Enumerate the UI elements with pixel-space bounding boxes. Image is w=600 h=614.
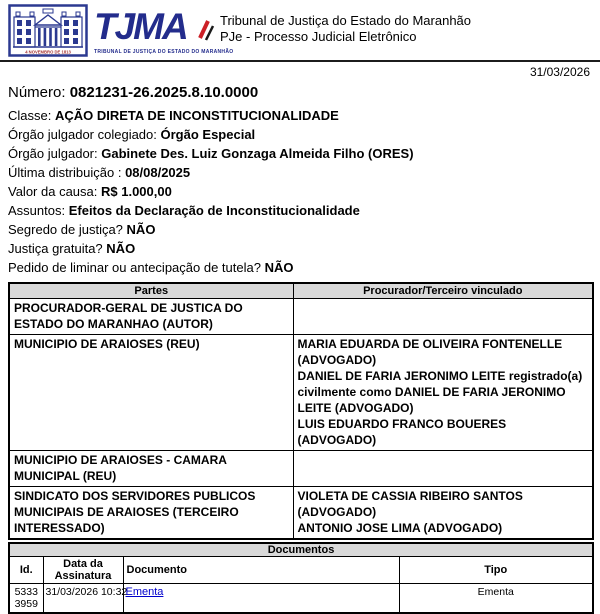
case-field-label: Pedido de liminar ou antecipação de tutela? xyxy=(8,260,261,275)
procurador-cell xyxy=(293,335,593,451)
procurador-entry: MARIA EDUARDA DE OLIVEIRA FONTENELLE (ADVOGADO) xyxy=(297,337,563,367)
case-fields xyxy=(8,106,592,277)
documentos-banner-row xyxy=(9,543,593,557)
pje-subtitle: PJe - Processo Judicial Eletrônico xyxy=(220,29,417,44)
procurador-cell xyxy=(293,299,593,335)
procurador-cell xyxy=(293,487,593,540)
report-date: 31/03/2026 xyxy=(529,65,590,79)
partes-row xyxy=(9,335,593,451)
tribunal-title: Tribunal de Justiça do Estado do Maranhão xyxy=(220,13,472,28)
case-field-line xyxy=(8,258,592,277)
procurador-entry: VIOLETA DE CASSIA RIBEIRO SANTOS (ADVOGADO) xyxy=(297,489,523,519)
partes-table xyxy=(8,282,594,540)
case-field-value: 08/08/2025 xyxy=(125,165,191,180)
tjma-acronym-logo xyxy=(94,8,216,46)
case-field-label: Classe: xyxy=(8,108,52,123)
data-assinatura-col-header: Data da Assinatura xyxy=(43,557,123,584)
case-field-value: AÇÃO DIRETA DE INCONSTITUCIONALIDADE xyxy=(54,108,339,123)
documento-tipo-cell: Ementa xyxy=(399,584,593,614)
case-field-line xyxy=(8,163,592,182)
parte-cell: MUNICIPIO DE ARAIOSES (REU) xyxy=(9,335,293,451)
case-field-label: Segredo de justiça? xyxy=(8,222,123,237)
parte-cell: PROCURADOR-GERAL DE JUSTICA DO ESTADO DO MARANHAO (AUTOR) xyxy=(9,299,293,335)
partes-header-row xyxy=(9,283,593,299)
case-field-line xyxy=(8,144,592,163)
case-number-line xyxy=(8,84,592,102)
tjma-building-logo xyxy=(8,4,88,57)
case-number-value: 0821231-26.2025.8.10.0000 xyxy=(69,84,259,101)
case-field-label: Valor da causa: xyxy=(8,184,98,199)
case-field-line xyxy=(8,201,592,220)
id-col-header: Id. xyxy=(9,557,43,584)
case-field-line xyxy=(8,106,592,125)
case-field-value: NÃO xyxy=(126,222,156,237)
case-field-value: Órgão Especial xyxy=(160,127,256,142)
parte-cell: SINDICATO DOS SERVIDORES PUBLICOS MUNICIPAIS DE ARAIOSES (TERCEIRO INTERESSADO) xyxy=(9,487,293,540)
black-brush-accent xyxy=(206,26,213,40)
case-field-label: Órgão julgador colegiado: xyxy=(8,127,157,142)
parte-cell: MUNICIPIO DE ARAIOSES - CAMARA MUNICIPAL (REU) xyxy=(9,451,293,487)
case-field-value: NÃO xyxy=(106,241,136,256)
partes-row xyxy=(9,487,593,540)
case-field-label: Última distribuição : xyxy=(8,165,122,180)
case-field-value: R$ 1.000,00 xyxy=(101,184,172,199)
documentos-banner: Documentos xyxy=(9,543,593,557)
red-brush-accent xyxy=(200,21,208,38)
case-field-line xyxy=(8,182,592,201)
case-number-label: Número: xyxy=(8,84,66,101)
case-field-value: NÃO xyxy=(264,260,294,275)
case-detail xyxy=(0,84,600,614)
partes-tbody xyxy=(9,299,593,540)
documentos-header-row xyxy=(9,557,593,584)
documento-id-cell: 53333959 xyxy=(9,584,43,614)
case-field-label: Órgão julgador: xyxy=(8,146,98,161)
case-field-line xyxy=(8,220,592,239)
documentos-table xyxy=(8,542,594,614)
documento-row xyxy=(9,584,593,614)
partes-row xyxy=(9,451,593,487)
case-field-line xyxy=(8,239,592,258)
building-caption-text: 4 NOVEMBRO DE 1813 xyxy=(25,49,71,55)
case-field-label: Justiça gratuita? xyxy=(8,241,103,256)
tjma-wordmark xyxy=(94,6,234,55)
procurador-cell xyxy=(293,451,593,487)
documento-data-cell: 31/03/2026 10:32 xyxy=(43,584,123,614)
procurador-col-header: Procurador/Terceiro vinculado xyxy=(293,283,593,299)
documento-col-header: Documento xyxy=(123,557,399,584)
tjma-acronym-text: TJMA xyxy=(94,6,187,47)
case-field-value: Efeitos da Declaração de Inconstitucionalidade xyxy=(68,203,360,218)
tjma-wordmark-caption: TRIBUNAL DE JUSTIÇA DO ESTADO DO MARANHÃO xyxy=(94,49,234,55)
documento-link[interactable]: Ementa xyxy=(125,586,164,598)
partes-row xyxy=(9,299,593,335)
documentos-tbody xyxy=(9,584,593,614)
case-field-label: Assuntos: xyxy=(8,203,66,218)
tipo-col-header: Tipo xyxy=(399,557,593,584)
documento-link-cell xyxy=(123,584,399,614)
partes-col-header: Partes xyxy=(9,283,293,299)
procurador-entry: DANIEL DE FARIA JERONIMO LEITE registrado(a) civilmente como DANIEL DE FARIA JERONIMO LEITE (ADVOGADO) xyxy=(297,369,583,415)
header xyxy=(0,0,600,62)
courthouse-icon xyxy=(8,4,88,57)
case-field-line xyxy=(8,125,592,144)
case-field-value: Gabinete Des. Luiz Gonzaga Almeida Filho (ORES) xyxy=(101,146,414,161)
procurador-entry: LUIS EDUARDO FRANCO BOUERES (ADVOGADO) xyxy=(297,417,507,447)
header-titles xyxy=(220,13,471,45)
procurador-entry: ANTONIO JOSE LIMA (ADVOGADO) xyxy=(297,521,503,535)
